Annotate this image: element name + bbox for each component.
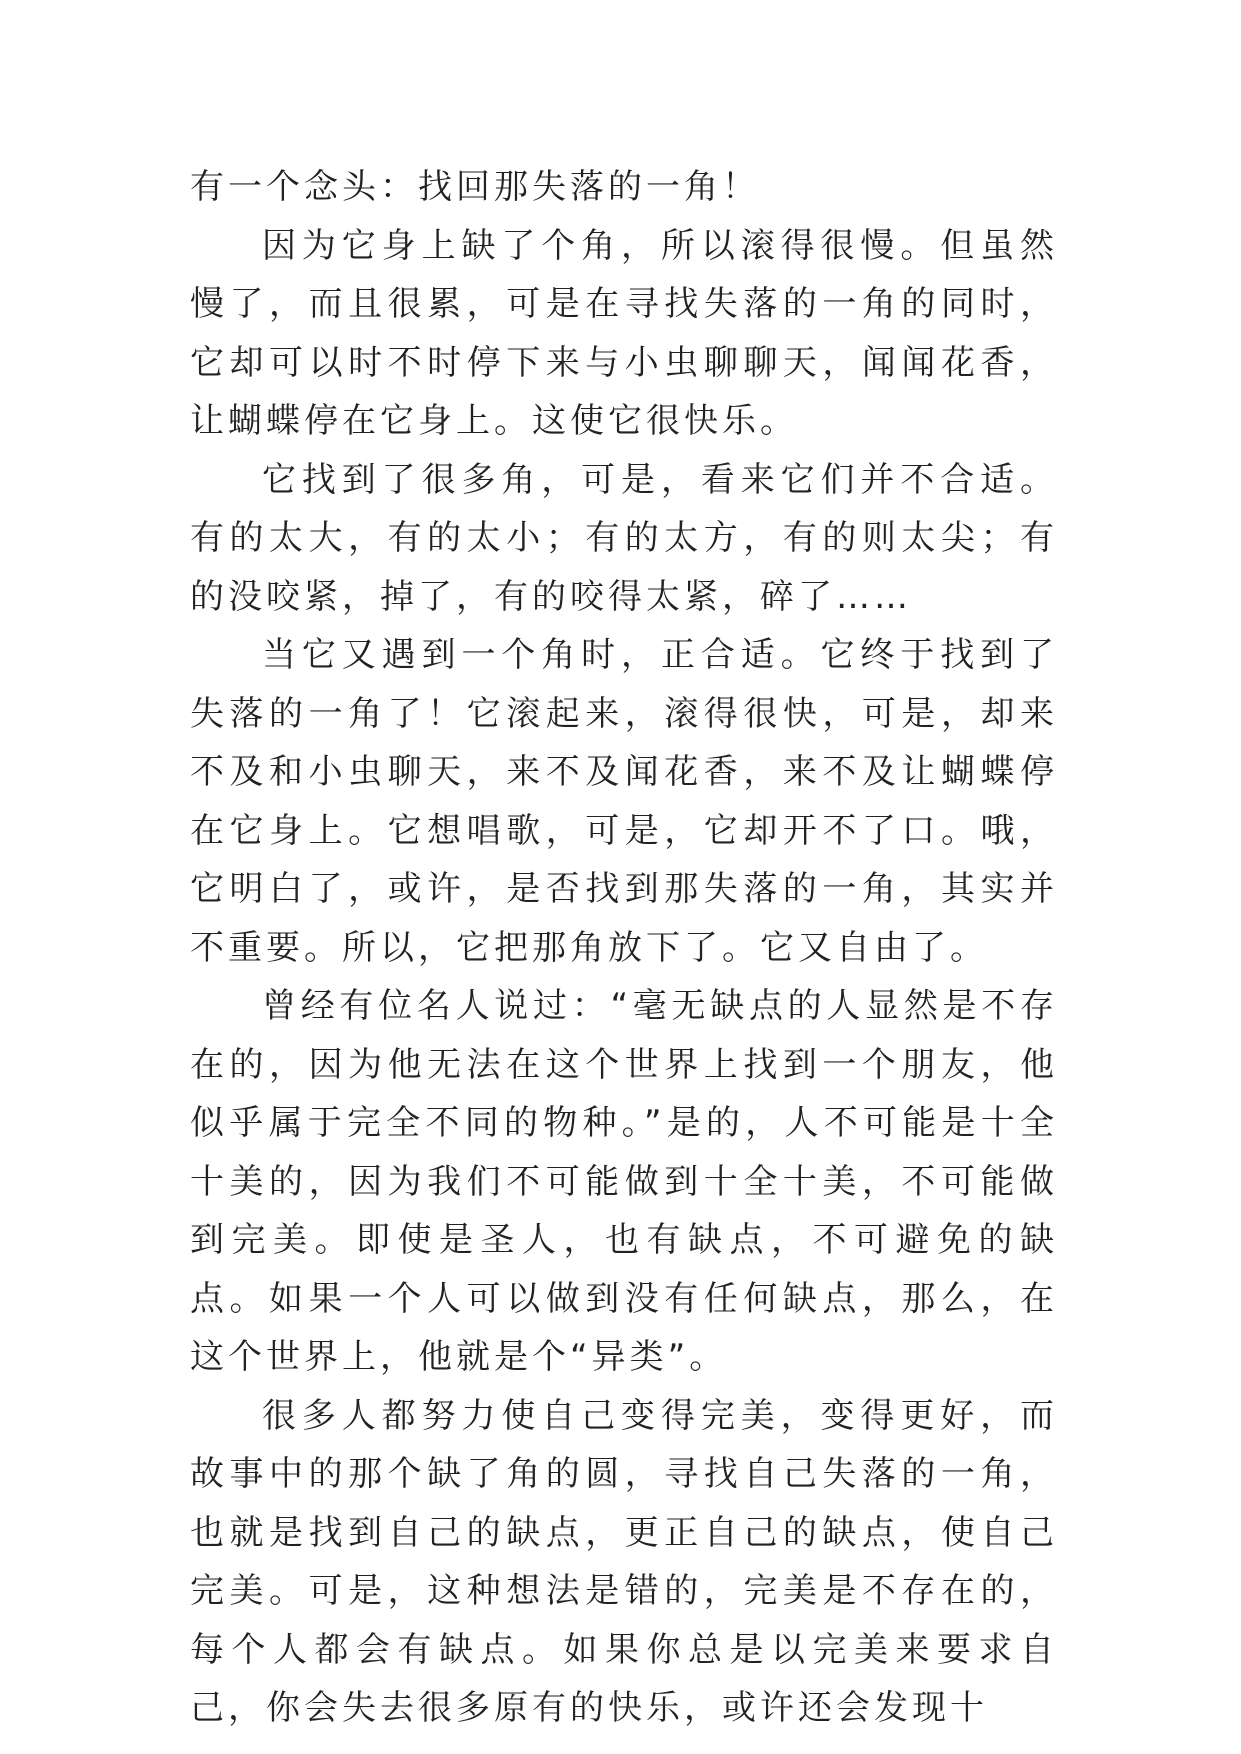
paragraph: 很多人都努力使自己变得完美，变得更好，而故事中的那个缺了角的圆，寻找自己失落的一角，也就是找到自己的缺点，更正自己的缺点，使自己完美。可是，这种想法是错的，完美是不存在的，每个人都会有缺点。如果你总是以完美来要求自己，你会失去很多原有的快乐，或许还会发现十 (190, 1395, 1058, 1728)
paragraph: 它找到了很多角，可是，看来它们并不合适。有的太大，有的太小；有的太方，有的则太尖；有的没咬紧，掉了，有的咬得太紧，碎了…… (190, 459, 1058, 617)
paragraph: 当它又遇到一个角时，正合适。它终于找到了失落的一角了！它滚起来，滚得很快，可是，却来不及和小虫聊天，来不及闻花香，来不及让蝴蝶停在它身上。它想唱歌，可是，它却开不了口。哦，它明白了，或许，是否找到那失落的一角，其实并不重要。所以，它把那角放下了。它又自由了。 (190, 635, 1058, 968)
paragraph-continuation: 有一个念头：找回那失落的一角！ (190, 167, 760, 207)
paragraph: 曾经有位名人说过：“毫无缺点的人显然是不存在的，因为他无法在这个世界上找到一个朋友，他似乎属于完全不同的物种。”是的，人不可能是十全十美的，因为我们不可能做到十全十美，不可能做到完美。即使是圣人，也有缺点，不可避免的缺点。如果一个人可以做到没有任何缺点，那么，在这个世界上，他就是个“异类”。 (190, 986, 1058, 1377)
body-text (190, 158, 1058, 1738)
paragraph: 因为它身上缺了个角，所以滚得很慢。但虽然慢了，而且很累，可是在寻找失落的一角的同时，它却可以时不时停下来与小虫聊聊天，闻闻花香，让蝴蝶停在它身上。这使它很快乐。 (190, 225, 1058, 441)
